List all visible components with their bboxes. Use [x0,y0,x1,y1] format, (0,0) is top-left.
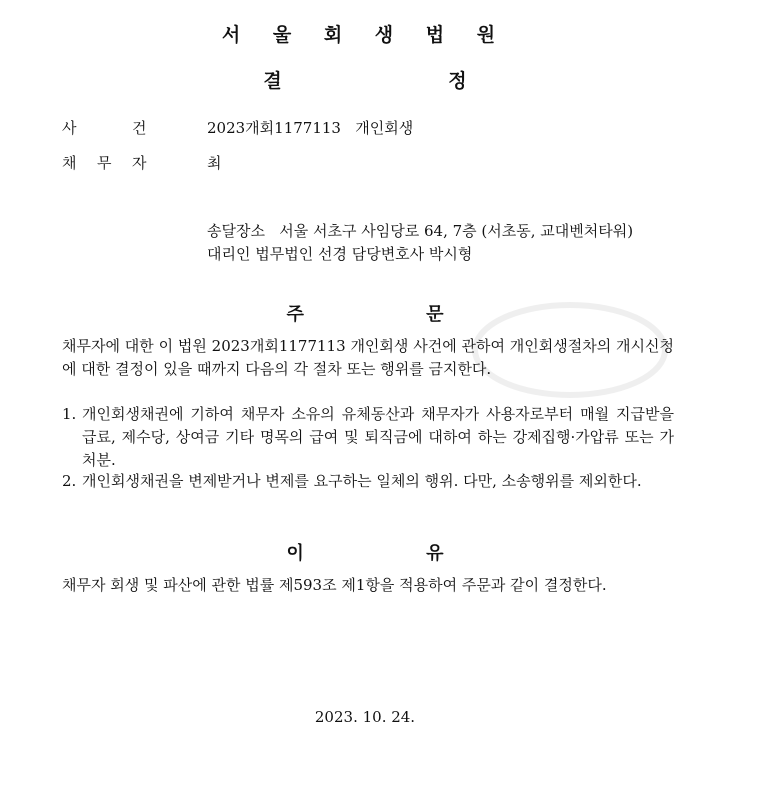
reason-text: 채무자 회생 및 파산에 관한 법률 제593조 제1항을 적용하여 주문과 같이 결정한다. [62,576,607,594]
service-address: 송달장소 서울 서초구 사임당로 64, 7층 (서초동, 교대벤처타워) [207,222,634,240]
decision-date: 2023. 10. 24. [314,708,416,726]
case-number: 2023개회1177113 개인회생 [207,119,414,137]
debtor-label-char: 무 [97,154,112,172]
list-item [62,403,674,472]
court-name: 서 울 회 생 법 원 [221,24,509,46]
list-item-text: 개인회생채권을 변제받거나 변제를 요구하는 일체의 행위. 다만, 소송행위를 제외한다. [82,472,642,490]
list-item-number: 1. [62,405,77,423]
legal-agent: 대리인 법무법인 선경 담당변호사 박시형 [207,245,473,263]
debtor-label-char: 자 [132,154,147,172]
case-label [62,117,147,138]
reason-heading: 이 유 [286,543,502,564]
debtor-label-char: 채 [62,154,77,172]
list-item [62,470,674,493]
order-heading: 주 문 [286,304,502,325]
list-item-number: 2. [62,472,77,490]
debtor-name: 최 [207,154,222,172]
document-type: 결 정 [263,70,547,92]
list-item-text: 개인회생채권에 기하여 채무자 소유의 유체동산과 채무자가 사용자로부터 매월 지급받을 급료, 제수당, 상여금 기타 명목의 급여 및 퇴직금에 대하여 하는 강제집행·가압류 또는 가처분. [82,405,674,469]
debtor-label [62,152,147,173]
case-label-char: 건 [132,119,147,137]
case-label-char: 사 [62,119,77,137]
order-text: 채무자에 대한 이 법원 2023개회1177113 개인회생 사건에 관하여 개인회생절차의 개시신청에 대한 결정이 있을 때까지 다음의 각 절차 또는 행위를 금지한다. [62,337,674,378]
